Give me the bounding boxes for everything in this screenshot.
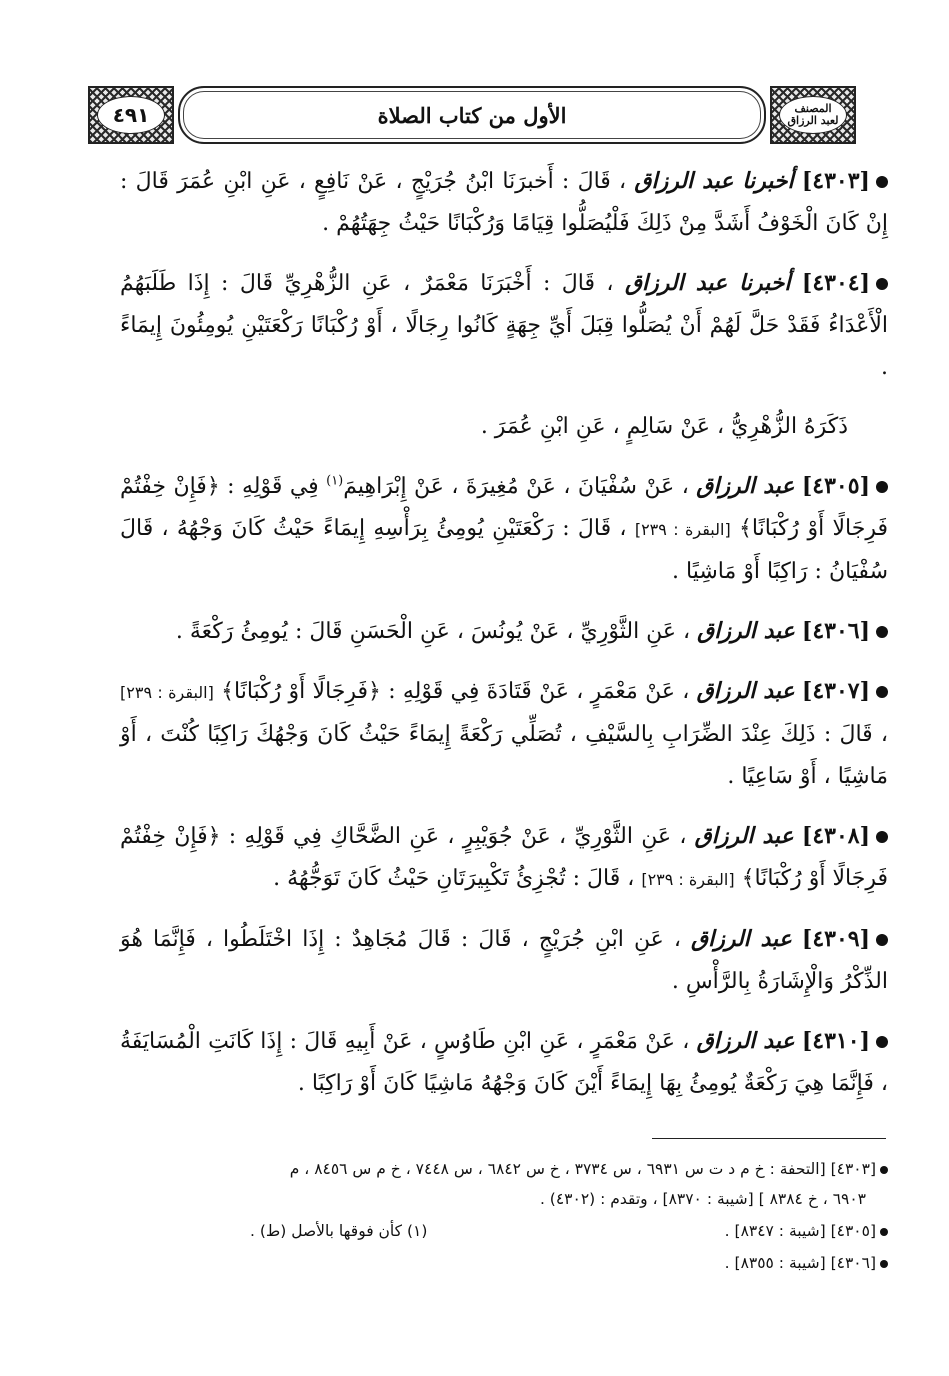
hadith-lead: عبد الرزاق	[696, 473, 795, 499]
hadith-number: [٤٣٠٨]	[801, 823, 871, 849]
footnote-4305	[725, 1216, 888, 1246]
hadith-text: ذَكَرَهُ الزُّهْرِيُّ ، عَنْ سَالِمٍ ، عَنِ ابْنِ عُمَرَ .	[480, 414, 848, 439]
hadith-lead: أخبرنا عبد الرزاق	[634, 168, 794, 194]
hadith-number: [٤٣٠٣]	[801, 168, 870, 194]
footnote-text: [٤٣٠٣] [التحفة : خ م د ت س ٦٩٣١ ، س ٣٧٣٤ ، خ س ٦٨٤٢ ، س ٧٤٤٨ ، خ م س ٨٤٥٦ ، م	[289, 1160, 876, 1178]
footnote-separator	[652, 1138, 886, 1139]
bullet-icon	[876, 686, 888, 698]
hadith-lead: أخبرنا عبد الرزاق	[624, 270, 791, 296]
hadith-lead: عبد الرزاق	[694, 823, 794, 849]
page-number-ornament	[88, 86, 174, 144]
bullet-icon	[880, 1228, 888, 1236]
hadith-text: ، قَالَ : أَخْبَرَنَا مَعْمَرٌ ، عَنِ الزُّهْرِيِّ قَالَ : إِذَا طَلَبَهُمُ الْأَعْدَاءُ فَقَدْ حَلَّ لَهُمْ أَنْ يُصَلُّوا قِبَلَ أَيِّ جِهَةٍ كَانُوا رِجَالًا ، أَوْ رُكْبَانًا رَكْعَتَيْنِ يُومِئُونَ إِيمَاءً .	[120, 271, 888, 380]
hadith-text: ، عَنِ الثَّوْرِيِّ ، عَنْ يُونُسَ ، عَنِ الْحَسَنِ قَالَ : يُومِئُ رَكْعَةً .	[175, 619, 691, 644]
hadith-lead: عبد الرزاق	[697, 618, 795, 644]
page-header	[88, 86, 856, 144]
hadith-number: [٤٣٠٤]	[801, 270, 871, 296]
bullet-icon	[876, 934, 888, 946]
footnote-marker: (١)	[326, 473, 344, 489]
bullet-icon	[876, 176, 888, 188]
hadith-4310	[120, 1020, 888, 1105]
hadith-4308	[120, 815, 888, 901]
bullet-icon	[876, 626, 888, 638]
hadith-text: ، عَنِ الثَّوْرِيِّ ، عَنْ جُوَيْبِرٍ ، عَنِ الضَّحَّاكِ فِي قَوْلِهِ : ﴿فَإِنْ خِفْتُمْ فَرِجَالًا أَوْ رُكْبَانًا﴾	[120, 824, 888, 891]
hadith-text: ، قَالَ : تُجْزِئُ تَكْبِيرَتَانِ حَيْثُ كَانَ تَوَجُّهُهُ .	[273, 866, 635, 891]
hadith-lead: عبد الرزاق	[691, 926, 792, 952]
hadith-number: [٤٣٠٦]	[801, 618, 870, 644]
hadith-text: ، قَالَ : ذَلِكَ عِنْدَ الضِّرَابِ بِالسَّيْفِ ، تُصَلِّي رَكْعَةً إِيمَاءً حَيْثُ كَانَ وَجْهُكَ رَاكِبًا كُنْتَ ، أَوْ مَاشِيًا ، أَوْ سَاعِيًا .	[120, 722, 888, 789]
hadith-4303	[120, 160, 888, 245]
hadith-text: ، عَنْ مَعْمَرٍ ، عَنِ ابْنِ طَاوُسٍ ، عَنْ أَبِيهِ قَالَ : إِذَا كَانَتِ الْمُسَايَفَةُ ، فَإِنَّمَا هِيَ رَكْعَةٌ يُومِئُ بِهَا إِيمَاءً أَيْنَ كَانَ وَجْهُهُ مَاشِيًا كَانَ أَوْ رَاكِبًا .	[120, 1029, 888, 1096]
page-number: ٤٩١	[97, 96, 165, 134]
footnote-note-1: (١) كأن فوقها بالأصل (ط) .	[250, 1222, 428, 1240]
bullet-icon	[876, 278, 888, 290]
bullet-icon	[876, 1036, 888, 1048]
bullet-icon	[876, 481, 888, 493]
hadith-lead: عبد الرزاق	[696, 1028, 795, 1054]
quran-reference: [البقرة : ٢٣٩]	[120, 683, 214, 702]
book-emblem-logo: المصنف لعبد الرزاق	[779, 96, 847, 134]
hadith-4309	[120, 918, 888, 1003]
running-title: الأول من كتاب الصلاة	[178, 86, 766, 144]
hadith-text: ، عَنْ مَعْمَرٍ ، عَنْ قَتَادَةَ فِي قَوْلِهِ : ﴿فَرِجَالًا أَوْ رُكْبَانًا﴾	[221, 679, 690, 704]
main-text	[120, 160, 888, 1122]
hadith-text: فِي قَوْلِهِ : ﴿فَإِنْ خِفْتُمْ فَرِجَالًا أَوْ رُكْبَانًا﴾	[120, 474, 888, 541]
hadith-number: [٤٣٠٩]	[801, 926, 870, 952]
bullet-icon	[880, 1260, 888, 1268]
footnote-text: [٤٣٠٥] [شيبة : ٨٣٤٧] .	[724, 1222, 876, 1240]
hadith-text: ، قَالَ : رَكْعَتَيْنِ يُومِئُ بِرَأْسِهِ إِيمَاءً حَيْثُ كَانَ وَجْهُهُ ، قَالَ سُفْيَانُ : رَاكِبًا أَوْ مَاشِيًا .	[120, 516, 888, 584]
hadith-4307	[120, 670, 888, 798]
hadith-text: ، عَنْ سُفْيَانَ ، عَنْ مُغِيرَةَ ، عَنْ إِبْرَاهِيمَ	[343, 474, 689, 499]
bullet-icon	[876, 831, 888, 843]
footnote-4303	[120, 1154, 888, 1184]
quran-reference: [البقرة : ٢٣٩]	[641, 870, 735, 889]
hadith-lead: عبد الرزاق	[696, 678, 795, 704]
hadith-text: ، قَالَ : أَخبرَنَا ابْنُ جُرَيْجٍ ، عَنْ نَافِعٍ ، عَنِ ابْنِ عُمَرَ قَالَ : إِنْ كَانَ الْخَوْفُ أَشَدَّ مِنْ ذَلِكَ فَلْيُصَلُّوا قِيَامًا وَرُكْبَانًا حَيْثُ جِهَتُهُمْ .	[120, 169, 888, 236]
footnote-4303-cont	[120, 1184, 888, 1214]
hadith-number: [٤٣٠٥]	[801, 473, 870, 499]
quran-reference: [البقرة : ٢٣٩]	[634, 520, 731, 539]
hadith-4306	[120, 610, 888, 653]
bullet-icon	[880, 1166, 888, 1174]
hadith-4304-note	[120, 406, 888, 448]
hadith-text: ، عَنِ ابْنِ جُرَيْجٍ ، قَالَ : قَالَ مُجَاهِدٌ : إِذَا اخْتَلَطُوا ، فَإِنَّمَا هُوَ الذِّكْرُ وَالْإِشَارَةُ بِالرَّأْسِ .	[120, 927, 888, 994]
footnote-row	[120, 1216, 888, 1246]
book-emblem-ornament	[770, 86, 856, 144]
footnote-text: ٦٩٠٣ ، خ ٨٣٨٤ ] [شيبة : ٨٣٧٠] ، وتقدم : (٤٣٠٢) .	[539, 1190, 866, 1208]
hadith-number: [٤٣٠٧]	[801, 678, 870, 704]
hadith-4304	[120, 262, 888, 389]
footnotes	[120, 1154, 888, 1278]
footnote-text: [٤٣٠٦] [شيبة : ٨٣٥٥] .	[724, 1254, 876, 1272]
hadith-number: [٤٣١٠]	[801, 1028, 870, 1054]
footnote-4306	[120, 1248, 888, 1278]
hadith-4305	[120, 465, 888, 593]
